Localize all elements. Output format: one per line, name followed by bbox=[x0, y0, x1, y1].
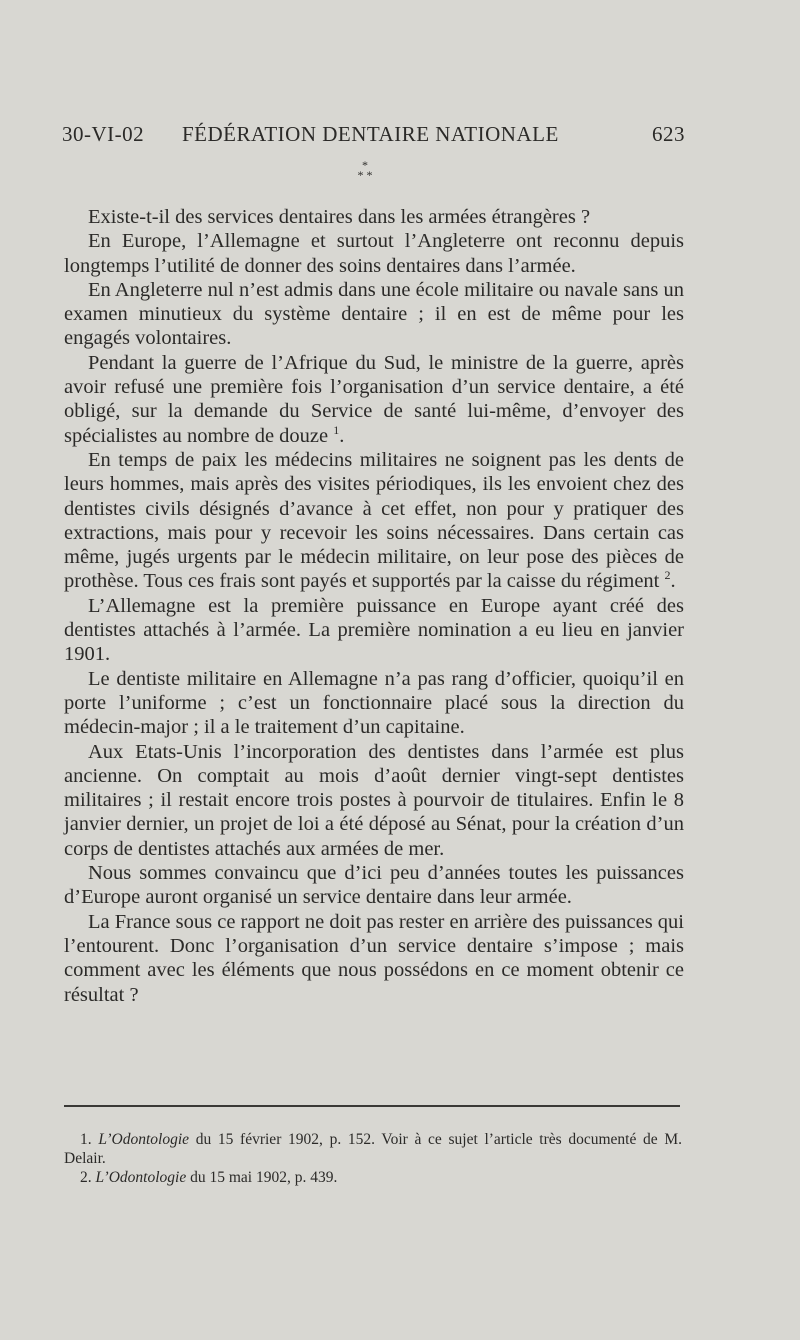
paragraph: Nous sommes convaincu que d’ici peu d’années toutes les puissances d’Europe auront organisé un service dentaire dans leur armée. bbox=[64, 862, 684, 909]
paragraph: Le dentiste militaire en Allemagne n’a pas rang d’officier, quoiqu’il en porte l’uniforme ; c’est un fonctionnaire placé sous la direction du médecin-major ; il a le traitement d’un capitaine. bbox=[64, 667, 684, 739]
paragraph-text: En temps de paix les médecins militaires ne soignent pas les dents de leurs hommes, mais après des visites périodiques, ils les envoient chez des dentistes civils désignés d’avance à cet effet, non pour y pratiquer des extractions, mais pour y recevoir les soins nécessaires. Dans certain cas même, jugés urgents par le médecin militaire, on leur pose des pièces de prothèse. Tous ces frais sont payés et supportés par la caisse du régiment bbox=[64, 448, 684, 593]
paragraph: Aux Etats-Unis l’incorporation des dentistes dans l’armée est plus ancienne. On comptait au mois d’août dernier vingt-sept dentistes militaires ; il restait encore trois postes à pourvoir de titulaires. Enfin le 8 janvier dernier, un projet de loi a été déposé au Sénat, pour la création d’un corps de dentistes attachés aux armées de mer. bbox=[64, 740, 684, 860]
page-number: 623 bbox=[652, 122, 685, 146]
separator-bottom-stars: * * bbox=[357, 168, 373, 182]
paragraph: La France sous ce rapport ne doit pas rester en arrière des puissances qui l’entourent. Donc l’organisation d’un service dentaire s’impose ; mais comment avec les éléments que nous possédons en ce moment obtenir ce résultat ? bbox=[64, 910, 684, 1006]
footnote-source: L’Odontologie bbox=[95, 1169, 187, 1186]
body-text bbox=[64, 205, 684, 1007]
paragraph: Existe-t-il des services dentaires dans les armées étrangères ? bbox=[88, 206, 591, 228]
footnote bbox=[64, 1130, 682, 1168]
footnotes bbox=[64, 1130, 682, 1187]
footnote-source: L’Odontologie bbox=[98, 1131, 190, 1148]
footnote-text: du 15 mai 1902, p. 439. bbox=[186, 1169, 338, 1186]
paragraph: L’Allemagne est la première puissance en Europe ayant créé des dentistes attachés à l’armée. La première nomination a eu lieu en janvier 1901. bbox=[64, 594, 684, 666]
separator-top-star: * bbox=[362, 158, 368, 172]
paragraph-end: . bbox=[339, 424, 345, 447]
footnote-ref: 2 bbox=[664, 568, 671, 583]
footnote-divider bbox=[64, 1105, 680, 1107]
footnote-text: du 15 février 1902, p. 152. Voir à ce sujet l’article très documenté de M. Delair. bbox=[64, 1131, 683, 1167]
paragraph bbox=[64, 351, 684, 448]
header-date: 30-VI-02 bbox=[62, 122, 145, 146]
paragraph-end: . bbox=[670, 570, 676, 593]
section-separator bbox=[320, 160, 410, 180]
header-title: FÉDÉRATION DENTAIRE NATIONALE bbox=[182, 122, 559, 146]
footnote-number: 2. bbox=[80, 1169, 92, 1186]
footnote-number: 1. bbox=[80, 1131, 92, 1148]
footnote bbox=[64, 1168, 682, 1187]
paragraph: En Angleterre nul n’est admis dans une école militaire ou navale sans un examen minutieux du système dentaire ; il en est de même pour les engagés volontaires. bbox=[64, 278, 684, 350]
paragraph: En Europe, l’Allemagne et surtout l’Angleterre ont reconnu depuis longtemps l’utilité de donner des soins dentaires dans l’armée. bbox=[64, 230, 684, 277]
paragraph bbox=[64, 448, 684, 594]
paragraph-text: Pendant la guerre de l’Afrique du Sud, le ministre de la guerre, après avoir refusé une première fois l’organisation d’un service dentaire, a été obligé, sur la demande du Service de santé lui-même, d’envoyer des spécialistes au nombre de douze bbox=[64, 351, 684, 447]
footnote-ref: 1 bbox=[333, 422, 340, 437]
